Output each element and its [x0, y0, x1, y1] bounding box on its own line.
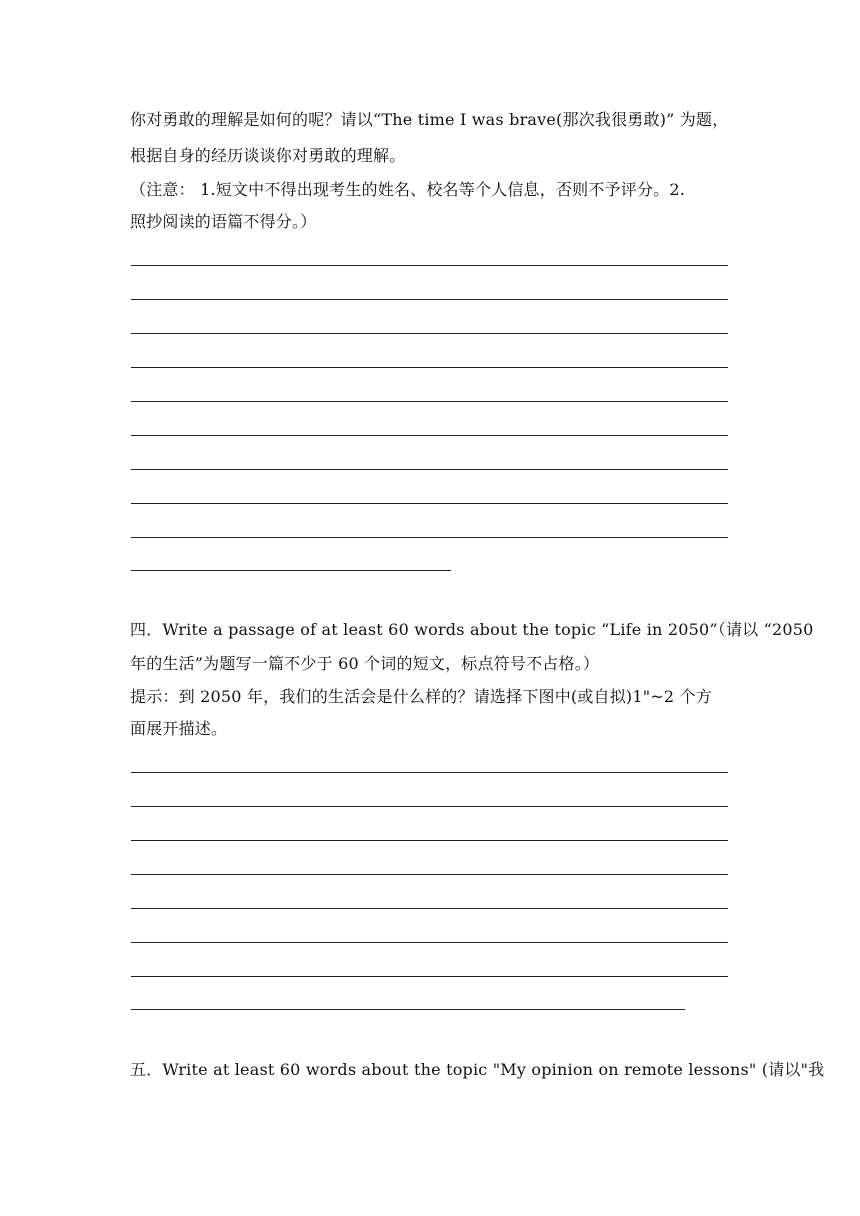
answer-line[interactable]: [131, 401, 728, 402]
answer-line[interactable]: [131, 537, 728, 538]
answer-line[interactable]: [131, 840, 728, 841]
answer-line[interactable]: [131, 942, 728, 943]
answer-line[interactable]: [131, 333, 728, 334]
answer-line[interactable]: [131, 874, 728, 875]
answer-line[interactable]: [131, 299, 728, 300]
answer-line-short[interactable]: [131, 1009, 685, 1010]
section4-prompt-line-2: 年的生活”为题写一篇不少于 60 个词的短文，标点符号不占格。）: [130, 654, 600, 673]
section3-prompt-line-2: 根据自身的经历谈谈你对勇敢的理解。: [130, 146, 406, 165]
answer-line[interactable]: [131, 435, 728, 436]
answer-line-short[interactable]: [131, 570, 451, 571]
answer-line[interactable]: [131, 265, 728, 266]
section4-prompt-line-1: 四．Write a passage of at least 60 words about the topic “Life in 2050”（请以 “2050: [130, 620, 814, 639]
answer-line[interactable]: [131, 976, 728, 977]
section4-hint-line-2: 面展开描述。: [130, 719, 228, 738]
section3-note-line-2: 照抄阅读的语篇不得分。）: [130, 212, 317, 231]
answer-line[interactable]: [131, 806, 728, 807]
answer-line[interactable]: [131, 503, 728, 504]
section5-prompt-line-1: 五．Write at least 60 words about the topic "My opinion on remote lessons" (请以"我: [130, 1060, 825, 1079]
answer-line[interactable]: [131, 469, 728, 470]
answer-line[interactable]: [131, 908, 728, 909]
section3-prompt-line-1: 你对勇敢的理解是如何的呢？请以“The time I was brave(那次我很勇敢)” 为题，: [130, 110, 729, 129]
answer-line[interactable]: [131, 367, 728, 368]
section3-note-line-1: （注意： 1.短文中不得出现考生的姓名、校名等个人信息，否则不予评分。2.: [130, 180, 686, 199]
answer-line[interactable]: [131, 772, 728, 773]
section4-hint-line-1: 提示：到 2050 年，我们的生活会是什么样的？请选择下图中(或自拟)1"~2 个方: [130, 687, 712, 706]
